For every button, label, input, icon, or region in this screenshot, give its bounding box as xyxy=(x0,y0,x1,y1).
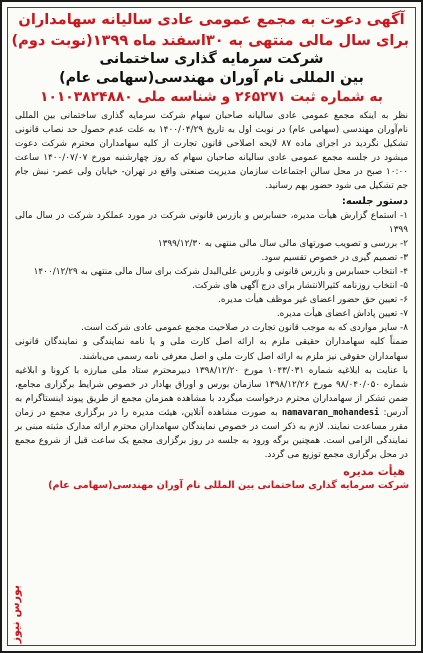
agenda-item-2: ۲- بررسی و تصویب صورتهای مالی سال مالی منتهی به ۱۳۹۹/۱۲/۳۰ xyxy=(157,238,408,249)
intro-paragraph: نظر به اینکه مجمع عمومی عادی سالیانه صاحبان سهام شرکت سرمایه گذاری ساختمانی بین المللی نام‌آوران مهندسی (سهامی عام) در نوبت اول به تاریخ ۱۴۰۰/۰۴/۲۹ به علت عدم حصول حد نصاب قانونی تشکیل نگردید در اجرای ماده ۸۷ لایحه اصلاحی قانون تجارت از کلیه سهامداران محترم شرکت دعوت میشود در جلسه مجمع عمومی عادی سالیانه صاحبان سهام که روز چهارشنبه مورخ ۱۴۰۰/۰۷/۰۷ ساعت ۱۰:۰۰ صبح در محل سالن اجتماعات سازمان مدیریت صنعتی واقع در تهران- خیابان ولی عصر- نبش جام جم تشکیل می شود حضور بهم رسانید. xyxy=(15,111,409,192)
bourse-news-watermark xyxy=(2,579,28,649)
agenda-item-3: ۳- تصمیم گیری در خصوص تقسیم سود. xyxy=(261,252,408,263)
notice-title-line1: آگهی دعوت به مجمع عمومی عادی سالیانه سهامداران xyxy=(18,11,405,28)
agenda-item-8: ۸- سایر مواردی که به موجب قانون تجارت در صلاحیت مجمع عمومی عادی شرکت است. xyxy=(81,323,408,334)
board-signature: هیأت مدیره xyxy=(343,465,405,479)
notice-frame xyxy=(7,7,416,646)
agenda-title: دستور جلسه: xyxy=(341,195,408,207)
company-name-line1: شرکت سرمایه گذاری ساختمانی xyxy=(99,51,324,67)
company-name-line2: بین المللی نام آوران مهندسی(سهامی عام) xyxy=(59,70,364,86)
agenda-item-7: ۷- تعیین پاداش اعضای هیأت مدیره. xyxy=(276,309,408,320)
watermark-text: بورس نیوز xyxy=(8,584,22,644)
registration-line: به شماره ثبت ۲۶۵۲۷۱ و شناسه ملی ۱۰۱۰۳۸۲۴۸۸۰ xyxy=(40,89,383,105)
agenda-item-4: ۴- انتخاب حسابرس و بازرس قانونی و بازرس علی‌البدل شرکت برای سال مالی منتهی به ۱۴۰۰/۱۲/۲۹ xyxy=(33,266,408,277)
agenda-item-5: ۵- انتخاب روزنامه کثیرالانتشار برای درج آگهی های شرکت. xyxy=(192,281,408,292)
company-signature: شرکت سرمایه گذاری ساختمانی بین المللی نام آوران مهندسی(سهامی عام) xyxy=(48,480,409,492)
covid-note-part1: با عنایت به ابلاغیه شماره ۱۰۴۳/۰۳۱ مورخ ۱۳۹۸/۱۲/۲۰ دبیرمحترم ستاد ملی مبارزه با کرونا و ابلاغیه شماره ۹۸/۰۴۰/۰۵۰ مورخ ۱۳۹۸/۱۲/۲۶ سازمان بورس و اوراق بهادار در خصوص شرایط برگزاری مجامع، ضمن تشکر از سهامداران محترم درخواست میگردد با مشاهده همزمان مجمع از طریق پیوند اینستاگرام به آدرس: xyxy=(15,365,409,418)
agenda-item-1: ۱- استماع گزارش هیأت مدیره، حسابرس و بازرس قانونی شرکت در مورد عملکرد شرکت در سال مالی ۱۳۹۹ xyxy=(15,210,408,235)
agenda-item-6: ۶- تعیین حق حضور اعضای غیر موظف هیأت مدیره. xyxy=(218,295,408,306)
id-card-note: ضمناً کلیه سهامداران حقیقی ملزم به ارائه اصل کارت ملی و یا نامه نمایندگی و نمایندگان قانونی سهامداران حقوقی نیز ملزم به ارائه اصل کارت ملی و اصل معرفی نامه رسمی می‌باشند. xyxy=(15,337,408,362)
notice-title-line2: برای سال مالی منتهی به ۳۰اسفند ماه ۱۳۹۹(نوبت دوم) xyxy=(11,32,409,49)
covid-note xyxy=(15,364,408,463)
covid-note-part2: به صورت مشاهده آنلاین، هیئت مدیره را در برگزاری مجمع در زمان مقرر مساعدت نمایند. لازم به ذکر است در خصوص نمایندگان سهامداران محترم ارائه مدارک مثبته مبنی بر نمایندگی الزامی است. همچنین برگه ورود به جلسه در روز برگزاری مجمع یک ساعت قبل از شروع مجمع در محل برگزاری مجمع توزیع می گردد. xyxy=(15,407,408,461)
instagram-handle[interactable]: namavaran_mohandesi xyxy=(281,407,380,418)
